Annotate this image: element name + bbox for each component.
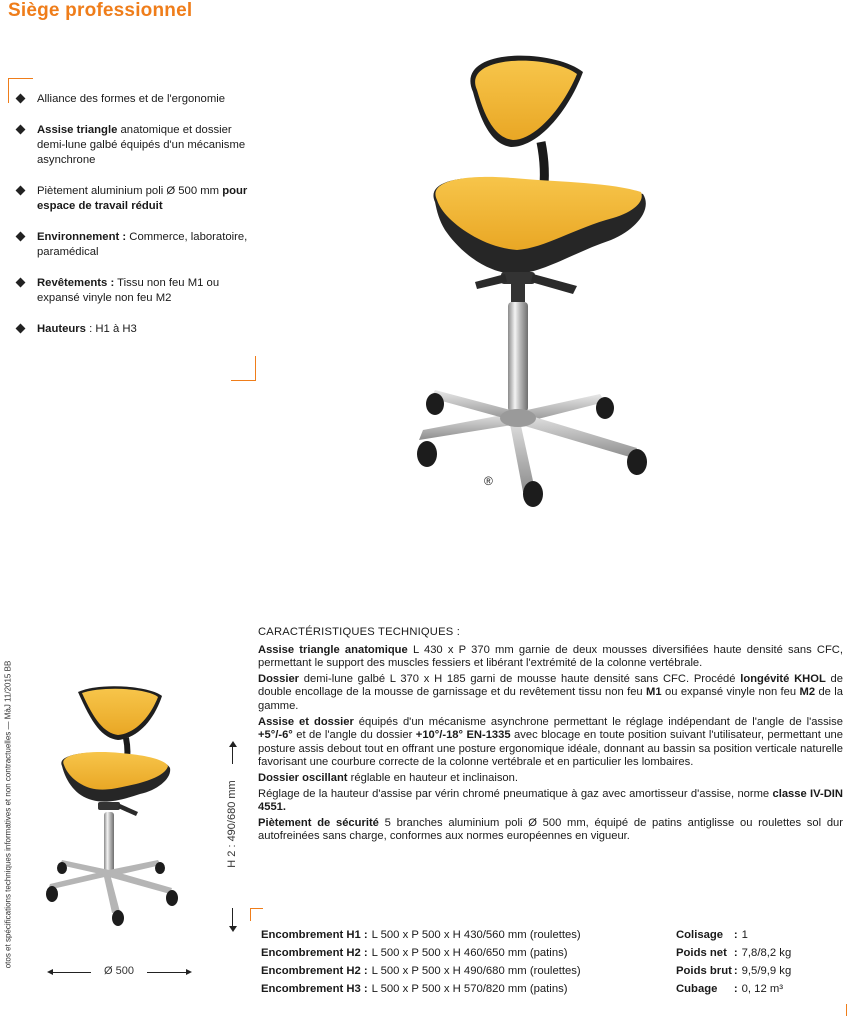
chair-dimension-image — [40, 680, 190, 928]
spec-text: de double encollage de la mousse de garnissage et du revêtement tissu non feu — [258, 672, 844, 699]
packaging-label: Cubage — [676, 983, 718, 995]
separator: : — [733, 947, 738, 959]
corner-bracket-bottom-right — [838, 1004, 847, 1016]
dimensions-table — [261, 926, 581, 998]
feature-text: Commerce, laboratoire, paramédical — [37, 231, 248, 258]
bullet-diamond-icon — [16, 186, 26, 196]
disclaimer-note: otos et spécifications techniques informatives et non contractuelles — MàJ 11/2015 BB — [3, 660, 13, 969]
separator: : — [733, 929, 738, 941]
page-title: Siège professionnel — [8, 0, 193, 21]
dimension-line — [232, 908, 233, 926]
dimension-line — [51, 972, 91, 973]
spec-text: demi-lune galbé L 370 x H 185 garni de mousse haute densité sans CFC. Procédé — [299, 672, 741, 685]
table-row — [676, 980, 791, 998]
table-row — [676, 944, 791, 962]
packaging-value: 1 — [741, 929, 748, 941]
dimension-height-label: H 2 : 490/680 mm — [226, 780, 238, 868]
dimension-label: Encombrement H2 — [261, 947, 361, 959]
corner-bracket-top-left — [250, 908, 263, 921]
feature-text: : H1 à H3 — [85, 323, 137, 335]
spec-bold: classe IV-DIN 4551. — [258, 787, 843, 814]
technical-specs — [258, 626, 843, 846]
feature-text: Tissu non feu M1 ou expansé vinyle non feu M2 — [37, 277, 220, 304]
dimension-label: Encombrement H3 — [261, 983, 361, 995]
spec-text: et de l'angle du dossier — [292, 729, 416, 742]
spec-text: équipés d'un mécanisme asynchrone permettant le réglage indépendant de l'angle de l'assise — [353, 715, 843, 728]
dimension-value: L 500 x P 500 x H 460/650 mm (patins) — [371, 947, 568, 959]
packaging-label: Poids brut — [676, 965, 732, 977]
bullet-diamond-icon — [16, 125, 26, 135]
feature-item — [16, 276, 248, 306]
separator: : — [363, 947, 368, 959]
table-row — [261, 944, 581, 962]
bullet-diamond-icon — [16, 324, 26, 334]
spec-bold: +5°/-6° — [258, 729, 293, 742]
dimension-line — [147, 972, 187, 973]
feature-bold: pour espace de travail réduit — [37, 185, 248, 212]
spec-paragraph — [258, 644, 843, 671]
bullet-diamond-icon — [16, 232, 26, 242]
dimension-label: Encombrement H2 — [261, 965, 361, 977]
separator: : — [363, 929, 368, 941]
spec-text: avec blocage en toute position suivant l'utilisateur, permettant une posture assis debout tout en offrant une posture ergonomique idéale, donnant au bassin sa position verticale naturelle favorisant une courbure correcte de la colonne vertébrale et en particulier les lombaires. — [258, 729, 843, 769]
feature-bold: Revêtements : — [37, 277, 115, 289]
table-row — [676, 926, 791, 944]
spec-text: ou expansé vinyle non feu — [661, 686, 800, 699]
spec-bold: +10°/-18° EN-1335 — [415, 729, 511, 742]
feature-text: Piètement aluminium poli Ø 500 mm — [37, 185, 223, 197]
spec-text: L 430 x P 370 mm garnie de deux mousses diversifiées haute densité sans CFC, permettant le support des muscles fessiers et libérant l'extrémité de la colonne vertébrale. — [258, 643, 843, 670]
spec-bold: Dossier — [258, 672, 300, 685]
spec-text: Réglage de la hauteur d'assise par vérin chromé pneumatique à gaz avec amortisseur d'assise, norme — [258, 787, 773, 800]
spec-paragraph — [258, 817, 843, 844]
feature-item — [16, 230, 248, 260]
feature-bold: Environnement : — [37, 231, 127, 243]
dimension-value: L 500 x P 500 x H 490/680 mm (roulettes) — [371, 965, 581, 977]
spec-bold: M2 — [799, 686, 816, 699]
packaging-table — [676, 926, 791, 998]
feature-bold: Assise triangle — [37, 124, 118, 136]
spec-bold: longévité KHOL — [740, 672, 826, 685]
separator: : — [733, 965, 738, 977]
specs-heading: CARACTÉRISTIQUES TECHNIQUES : — [258, 626, 461, 638]
feature-list — [16, 92, 248, 353]
feature-item — [16, 92, 248, 107]
table-row — [261, 980, 581, 998]
dimension-arrow-down-icon — [229, 926, 237, 932]
packaging-label: Colisage — [676, 929, 724, 941]
packaging-value: 9,5/9,9 kg — [741, 965, 792, 977]
dimension-label: Encombrement H1 — [261, 929, 361, 941]
spec-paragraph — [258, 772, 843, 786]
separator: : — [363, 965, 368, 977]
spec-text: réglable en hauteur et inclinaison. — [347, 771, 518, 784]
feature-bold: Hauteurs — [37, 323, 86, 335]
packaging-value: 7,8/8,2 kg — [741, 947, 792, 959]
feature-text: Alliance des formes et de l'ergonomie — [37, 93, 226, 105]
separator: : — [363, 983, 368, 995]
dimension-value: L 500 x P 500 x H 430/560 mm (roulettes) — [371, 929, 581, 941]
corner-bracket-bottom-right — [231, 356, 256, 381]
spec-paragraph — [258, 788, 843, 815]
bullet-diamond-icon — [16, 94, 26, 104]
spec-bold: Dossier oscillant — [258, 771, 348, 784]
feature-text: anatomique et dossier demi-lune galbé équipés d'un mécanisme asynchrone — [37, 124, 246, 166]
feature-item — [16, 123, 248, 168]
feature-item — [16, 184, 248, 214]
spec-bold: M1 — [646, 686, 662, 699]
spec-text: de la gamme. — [258, 686, 843, 712]
spec-text: 5 branches aluminium poli Ø 500 mm, équipé de patins antiglisse ou roulettes sol dur autofreinées sans charge, conformes aux normes européennes en vigueur. — [258, 816, 843, 843]
packaging-label: Poids net — [676, 947, 727, 959]
dimension-width-label: Ø 500 — [104, 965, 134, 977]
dimension-width — [47, 965, 192, 979]
chair-product-image — [405, 52, 665, 512]
packaging-value: 0, 12 m³ — [741, 983, 784, 995]
table-row — [261, 926, 581, 944]
feature-item — [16, 322, 248, 337]
dimension-value: L 500 x P 500 x H 570/820 mm (patins) — [371, 983, 568, 995]
registered-mark: ® — [484, 474, 493, 488]
dimension-arrow-right-icon — [186, 969, 192, 975]
table-row — [676, 962, 791, 980]
spec-bold: Assise triangle anatomique — [258, 643, 408, 656]
spec-paragraph — [258, 716, 843, 770]
spec-bold: Assise et dossier — [258, 715, 354, 728]
spec-bold: Piètement de sécurité — [258, 816, 379, 829]
table-row — [261, 962, 581, 980]
separator: : — [733, 983, 738, 995]
bullet-diamond-icon — [16, 278, 26, 288]
spec-paragraph — [258, 673, 843, 714]
